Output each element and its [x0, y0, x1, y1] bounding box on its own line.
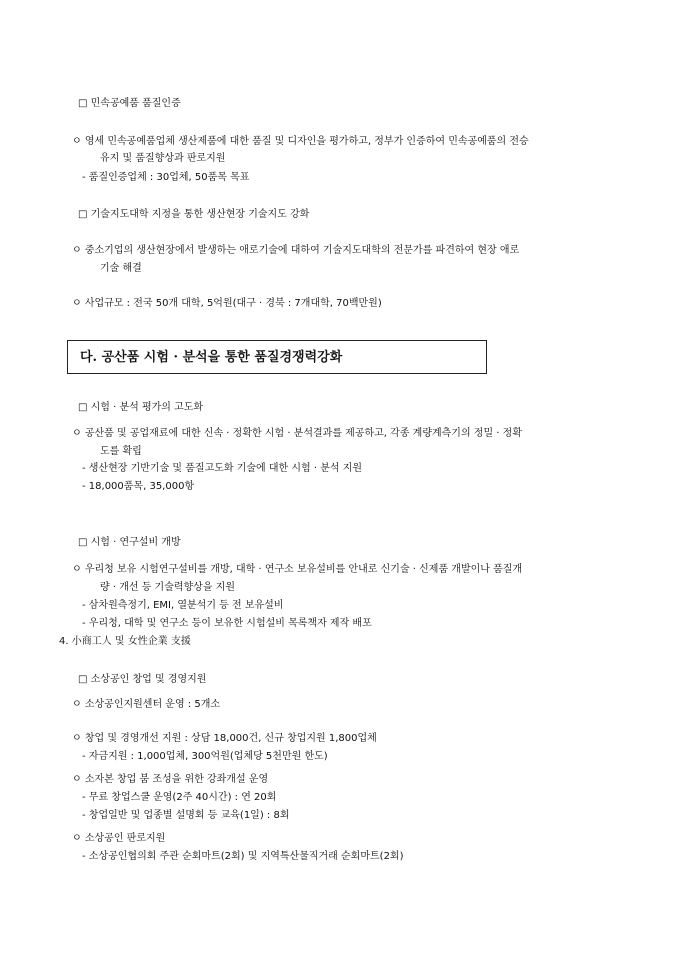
bullet-folk-craft-evaluation: ㅇ 영세 민속공예품업체 생산제품에 대한 품질 및 디자인을 평가하고, 정부가 인증하여 민속공예품의 전승: [72, 136, 529, 147]
bullet-sales-support: ㅇ 소상공인 판로지원: [72, 833, 166, 844]
dash-field-tech-support: - 생산현장 기반기술 및 품질고도화 기술에 대한 시험 · 분석 지원: [82, 463, 363, 474]
bullet-facility-opening: ㅇ 우리청 보유 시험연구설비를 개방, 대학 · 연구소 보유설비를 안내로 신기술 · 신제품 개발이나 품질개: [72, 564, 523, 575]
bullet-startup-courses: ㅇ 소자본 창업 붐 조성을 위한 강좌개설 운영: [72, 774, 269, 785]
dash-touring-market: - 소상공인협의회 주관 순회마트(2회) 및 지역특산물직거래 순회마트(2회): [82, 851, 404, 862]
bullet-testing-results-cont: 도를 확립: [100, 446, 142, 457]
bullet-folk-craft-evaluation-cont: 유지 및 품질향상과 판로지원: [100, 153, 226, 164]
dash-briefing-sessions: - 창업일반 및 업종별 설명회 등 교육(1일) : 8회: [82, 810, 290, 821]
section-heading-folk-craft-certification: □ 민속공예품 품질인증: [78, 98, 181, 109]
dash-startup-school: - 무료 창업스쿨 운영(2주 40시간) : 연 20회: [82, 792, 277, 803]
part-heading-small-business: 4. 小商工人 및 女性企業 支援: [59, 636, 191, 647]
dash-funding: - 자금지원 : 1,000업체, 300억원(업체당 5천만원 한도): [82, 751, 328, 762]
section-heading-facility-opening: □ 시험 · 연구설비 개방: [78, 537, 181, 548]
section-heading-tech-university: □ 기술지도대학 지정을 통한 생산현장 기술지도 강화: [78, 209, 310, 220]
dash-equipment: - 삼차원측정기, EMI, 열분석기 등 전 보유설비: [82, 600, 284, 611]
chapter-title: 다. 공산품 시험 · 분석을 통한 품질경쟁력강화: [80, 350, 343, 365]
bullet-startup-support: ㅇ 창업 및 경영개선 지원 : 상담 18,000건, 신규 창업지원 1,800업체: [72, 733, 377, 744]
section-heading-small-business-support: □ 소상공인 창업 및 경영지원: [78, 674, 207, 685]
bullet-tech-guidance-cont: 기술 해결: [100, 263, 142, 274]
bullet-tech-guidance: ㅇ 중소기업의 생산현장에서 발생하는 애로기술에 대하여 기술지도대학의 전문가를 파견하여 현장 애로: [72, 245, 520, 256]
bullet-facility-opening-cont: 량 · 개선 등 기술력향상을 지원: [100, 582, 235, 593]
dash-equipment-catalog: - 우리청, 대학 및 연구소 등이 보유한 시험설비 목록책자 제작 배포: [82, 618, 372, 629]
section-heading-testing-analysis: □ 시험 · 분석 평가의 고도화: [78, 402, 204, 413]
bullet-project-scale: ㅇ 사업규모 : 전국 50개 대학, 5억원(대구 · 경북 : 7개대학, 70백만원): [72, 298, 382, 309]
dash-certified-companies: - 품질인증업체 : 30업체, 50품목 목표: [82, 172, 250, 183]
chapter-title-box: [67, 340, 487, 374]
bullet-support-center: ㅇ 소상공인지원센터 운영 : 5개소: [72, 699, 221, 710]
bullet-testing-results: ㅇ 공산품 및 공업재료에 대한 신속 · 정확한 시험 · 분석결과를 제공하고, 각종 계량계측기의 정밀 · 정확: [72, 428, 522, 439]
dash-item-count: - 18,000품목, 35,000항: [82, 481, 195, 492]
